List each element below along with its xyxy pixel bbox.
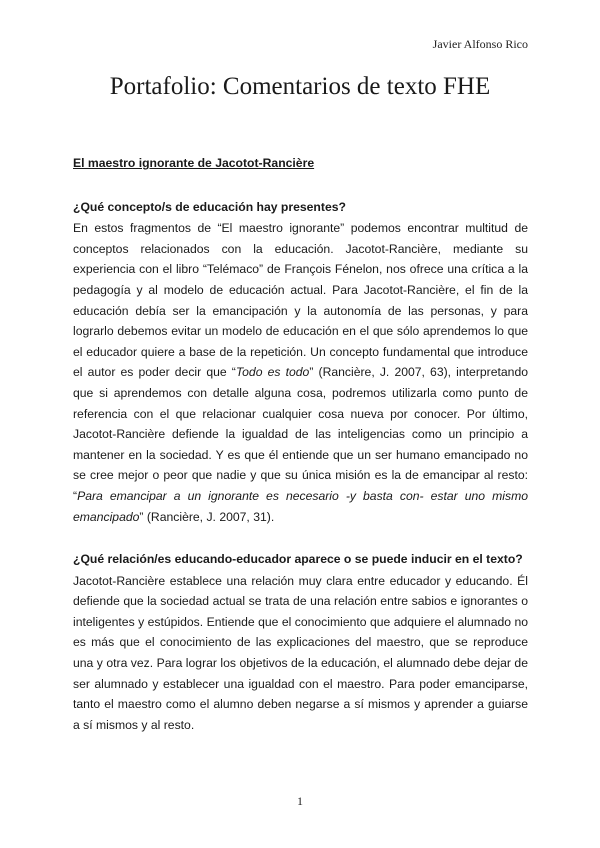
question-2-paragraph: Jacotot-Rancière establece una relación muy clara entre educador y educando. Él defiende que la sociedad actual se trata de una relación entre sabios e ignorantes o inteligentes y estúpidos. Entiende que el conocimiento que adquiere el alumnado no es más que el conocimiento de las explicaciones del maestro, que se reproduce una y otra vez. Para lograr los objetivos de la educación, el alumnado debe dejar de ser alumnado y establecer una igualdad con el maestro. Para poder emanciparse, tanto el maestro como el alumno deben negarse a sí mismos y aprender a guiarse a sí mismos y al resto.: [73, 573, 528, 732]
question-1-paragraph: [73, 218, 528, 527]
page-number: 1: [297, 794, 303, 808]
paragraph-text: ” (Rancière, J. 2007, 31).: [139, 509, 275, 524]
quote-todo-es-todo: Todo es todo: [235, 365, 310, 380]
header-author: Javier Alfonso Rico: [432, 37, 528, 51]
document-title: Portafolio: Comentarios de texto FHE: [109, 73, 491, 100]
question-2-title: ¿Qué relación/es educando-educador aparece o se puede inducir en el texto?: [73, 552, 523, 567]
question-1-title: ¿Qué concepto/s de educación hay presentes?: [73, 199, 346, 214]
paragraph-text: ” (Rancière, J. 2007, 63), interpretando que si aprendemos con detalle alguna cosa, podremos utilizarla como punto de referencia con el que relacionar cualquier cosa nueva por conocer. Por último, Jacotot-Rancière defiende la igualdad de las inteligencias como un principio a mantener en la sociedad. Y es que él entiende que un ser humano emancipado no se cree mejor o peor que nadie y que su única misión es la de emancipar al resto: “: [73, 365, 528, 503]
spacer: [73, 527, 528, 549]
quote-emancipar: Para emancipar a un ignorante es necesario -y basta con- estar uno mismo emancipado: [73, 488, 528, 524]
section-title: El maestro ignorante de Jacotot-Rancière: [73, 156, 315, 170]
document-body: [73, 153, 528, 735]
paragraph-text: En estos fragmentos de “El maestro ignorante” podemos encontrar multitud de conceptos relacionados con la educación. Jacotot-Rancière, mediante su experiencia con el libro “Telémaco” de François Fénelon, nos ofrece una crítica a la pedagogía y al modelo de educación actual. Para Jacotot-Rancière, el fin de la educación debía ser la emancipación y la autonomía de las personas, y para lograrlo debemos evitar un modelo de educación en el que sólo aprendemos lo que el educador quiere a base de la repetición. Un concepto fundamental que introduce el autor es poder decir que “: [73, 221, 528, 380]
